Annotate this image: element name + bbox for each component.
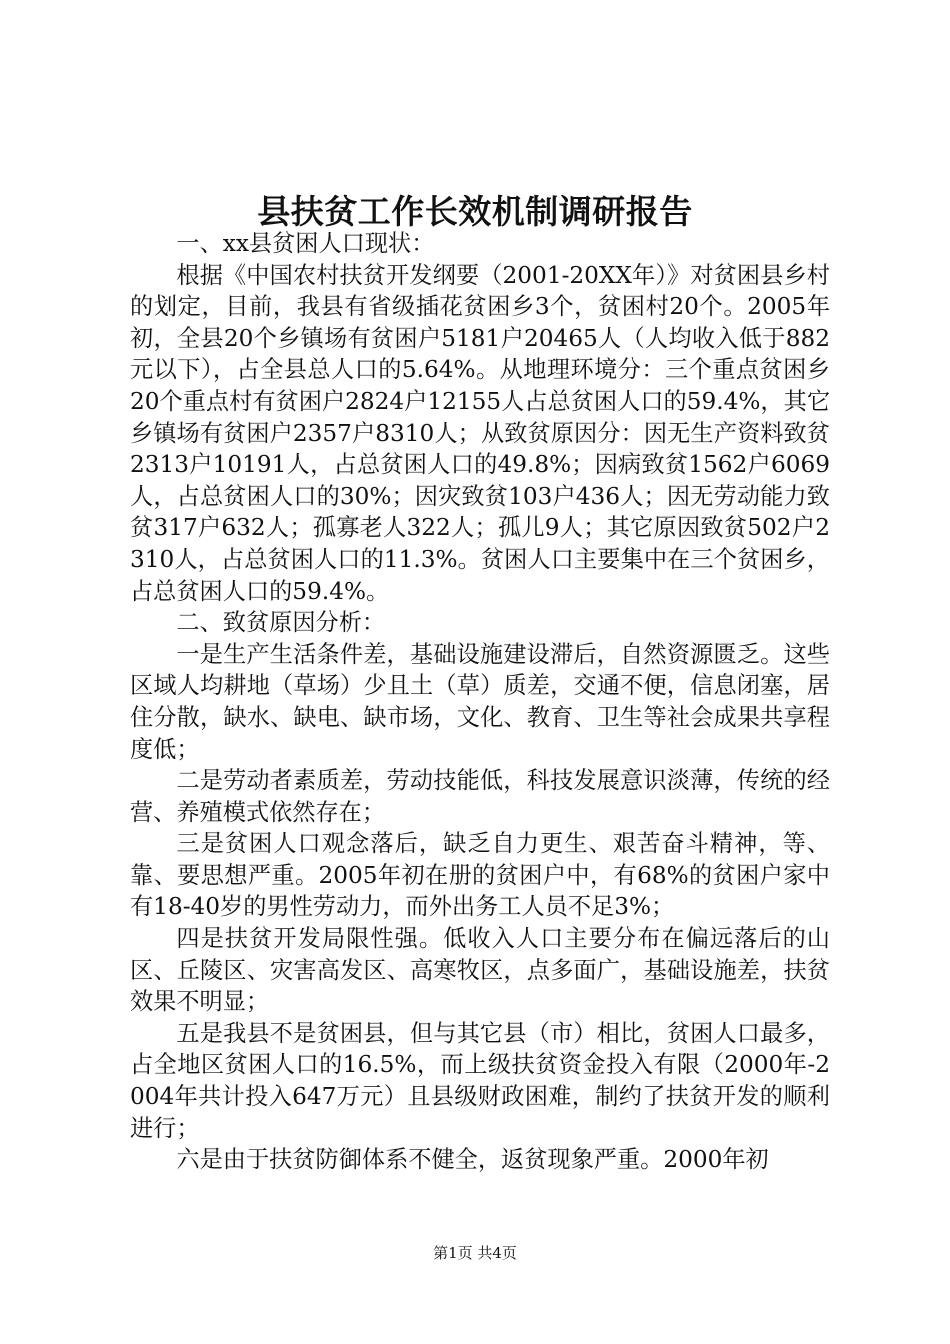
document-title: 县扶贫工作长效机制调研报告 <box>257 192 693 231</box>
body-paragraph: 二是劳动者素质差，劳动技能低，科技发展意识淡薄，传统的经营、养殖模式依然存在； <box>130 767 830 826</box>
section-heading-1: 一、xx县贫困人口现状： <box>176 230 435 257</box>
document-body <box>130 228 830 1176</box>
body-paragraph: 四是扶贫开发局限性强。低收入人口主要分布在偏远落后的山区、丘陵区、灾害高发区、高寒牧区，点多面广，基础设施差，扶贫效果不明显； <box>130 925 830 1016</box>
body-paragraph: 三是贫困人口观念落后，缺乏自力更生、艰苦奋斗精神，等、靠、要思想严重。2005年初在册的贫困户中，有68%的贫困户家中有18-40岁的男性劳动力，而外出务工人员不足3%； <box>130 830 830 921</box>
body-paragraph: 五是我县不是贫困县，但与其它县（市）相比，贫困人口最多，占全地区贫困人口的16.5%，而上级扶贫资金投入有限（2000年-2004年共计投入647万元）且县级财政困难，制约了扶贫开发的顺利进行； <box>130 1019 830 1142</box>
body-paragraph: 一是生产生活条件差，基础设施建设滞后，自然资源匮乏。这些区域人均耕地（草场）少且土（草）质差，交通不便，信息闭塞，居住分散，缺水、缺电、缺市场，文化、教育、卫生等社会成果共享程度低； <box>130 640 830 763</box>
section-heading-2: 二、致贫原因分析： <box>176 609 386 637</box>
page-number-footer: 第1页 共4页 <box>433 1244 517 1262</box>
body-paragraph: 根据《中国农村扶贫开发纲要（2001-20XX年）》对贫困县乡村的划定，目前，我县有省级插花贫困乡3个，贫困村20个。2005年初，全县20个乡镇场有贫困户5181户20465人（人均收入低于882元以下），占全县总人口的5.64%。从地理环境分：三个重点贫困乡20个重点村有贫困户2824户12155人占总贫困人口的59.4%，其它乡镇场有贫困户2357户8310人；从致贫原因分：因无生产资料致贫2313户10191人，占总贫困人口的49.8%；因病致贫1562户6069人，占总贫困人口的30%；因灾致贫103户436人；因无劳动能力致贫317户632人；孤寡老人322人；孤儿9人；其它原因致贫502户2310人，占总贫困人口的11.3%。贫困人口主要集中在三个贫困乡，占总贫困人口的59.4%。 <box>130 261 830 605</box>
body-paragraph: 六是由于扶贫防御体系不健全，返贫现象严重。2000年初 <box>176 1146 769 1174</box>
